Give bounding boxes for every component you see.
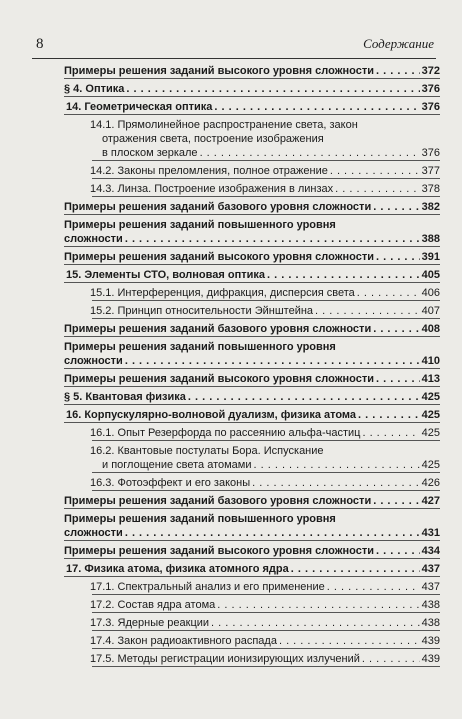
toc-entry-page: 376: [421, 83, 440, 95]
toc-entry-page: 413: [421, 373, 440, 385]
toc-entry: [64, 64, 440, 78]
dot-leader: [125, 232, 420, 246]
entry-divider: [64, 264, 440, 265]
entry-divider: [64, 368, 440, 369]
toc-entry: [64, 634, 440, 648]
toc-entry-title: 16.3. Фотоэффект и его законы: [90, 477, 251, 489]
toc-entry-title: Примеры решения заданий высокого уровня сложности: [64, 251, 374, 263]
dot-leader: [252, 476, 420, 490]
toc-entry-line: Примеры решения заданий повышенного уровня: [64, 513, 336, 525]
toc-entry: [64, 476, 440, 490]
entry-divider: [64, 576, 440, 577]
entry-divider: [92, 594, 440, 595]
running-title: Содержание: [363, 36, 434, 51]
entry-divider: [92, 440, 440, 441]
table-of-contents: [64, 64, 440, 667]
toc-entry-page: 410: [421, 355, 440, 367]
toc-entry: [64, 200, 440, 214]
toc-entry-title: сложности: [64, 527, 123, 539]
toc-entry-title: 16.1. Опыт Резерфорда по рассеянию альфа-частиц: [90, 427, 361, 439]
toc-entry: [64, 580, 440, 594]
toc-entry: [64, 82, 440, 96]
entry-divider: [64, 422, 440, 423]
toc-entry: [64, 250, 440, 264]
toc-entry: [64, 544, 440, 558]
toc-entry-title: 14. Геометрическая оптика: [66, 101, 213, 113]
toc-entry: [64, 118, 440, 160]
entry-divider: [92, 196, 440, 197]
toc-entry: [64, 268, 440, 282]
toc-entry-title: в плоском зеркале: [102, 147, 198, 159]
toc-entry-line: Примеры решения заданий повышенного уровня: [64, 219, 336, 231]
dot-leader: [214, 100, 419, 114]
toc-entry-title: 17.4. Закон радиоактивного распада: [90, 635, 277, 647]
dot-leader: [376, 544, 420, 558]
entry-divider: [92, 160, 440, 161]
toc-entry: [64, 652, 440, 666]
entry-divider: [92, 318, 440, 319]
dot-leader: [291, 562, 420, 576]
toc-entry-page: 437: [421, 563, 440, 575]
toc-entry: [64, 562, 440, 576]
entry-divider: [64, 96, 440, 97]
toc-entry-page: 388: [421, 233, 440, 245]
dot-leader: [376, 250, 420, 264]
toc-entry-title: 14.3. Линза. Построение изображения в линзах: [90, 183, 334, 195]
dot-leader: [376, 372, 420, 386]
toc-entry-line: 14.1. Прямолинейное распространение света, закон: [90, 119, 358, 131]
toc-entry: [64, 598, 440, 612]
toc-entry-page: 425: [421, 459, 440, 471]
entry-divider: [64, 114, 440, 115]
entry-divider: [64, 508, 440, 509]
toc-entry: [64, 218, 440, 246]
toc-entry: [64, 322, 440, 336]
toc-entry-page: 425: [421, 391, 440, 403]
toc-entry-page: 377: [421, 165, 440, 177]
dot-leader: [362, 426, 419, 440]
dot-leader: [327, 580, 420, 594]
dot-leader: [188, 390, 420, 404]
entry-divider: [64, 540, 440, 541]
toc-entry-page: 376: [421, 147, 440, 159]
entry-divider: [64, 214, 440, 215]
toc-entry-page: 425: [421, 409, 440, 421]
toc-entry: [64, 494, 440, 508]
toc-entry-page: 431: [421, 527, 440, 539]
entry-divider: [92, 490, 440, 491]
dot-leader: [211, 616, 420, 630]
toc-entry-page: 437: [421, 581, 440, 593]
toc-entry-title: 17.2. Состав ядра атома: [90, 599, 216, 611]
dot-leader: [358, 408, 420, 422]
toc-entry-title: Примеры решения заданий базового уровня сложности: [64, 495, 372, 507]
entry-divider: [92, 630, 440, 631]
toc-entry-page: 391: [421, 251, 440, 263]
toc-entry: [64, 286, 440, 300]
entry-divider: [92, 648, 440, 649]
toc-entry-title: сложности: [64, 233, 123, 245]
toc-entry-title: 15.2. Принцип относительности Эйнштейна: [90, 305, 314, 317]
toc-entry-title: Примеры решения заданий высокого уровня сложности: [64, 65, 374, 77]
dot-leader: [217, 598, 419, 612]
toc-entry-title: 17.5. Методы регистрации ионизирующих излучений: [90, 653, 360, 665]
dot-leader: [373, 200, 419, 214]
dot-leader: [315, 304, 420, 318]
toc-entry-title: 17. Физика атома, физика атомного ядра: [66, 563, 289, 575]
toc-entry: [64, 100, 440, 114]
toc-entry-line: отражения света, построение изображения: [102, 133, 324, 145]
dot-leader: [376, 64, 420, 78]
toc-entry-title: 15. Элементы СТО, волновая оптика: [66, 269, 265, 281]
entry-divider: [92, 612, 440, 613]
entry-divider: [92, 666, 440, 667]
toc-entry-title: 14.2. Законы преломления, полное отражение: [90, 165, 328, 177]
dot-leader: [373, 322, 419, 336]
toc-entry-title: § 4. Оптика: [64, 83, 125, 95]
toc-entry-line: Примеры решения заданий повышенного уровня: [64, 341, 336, 353]
page-number: 8: [36, 36, 44, 52]
toc-entry: [64, 182, 440, 196]
entry-divider: [92, 300, 440, 301]
toc-entry-page: 439: [421, 635, 440, 647]
toc-entry: [64, 372, 440, 386]
entry-divider: [64, 282, 440, 283]
dot-leader: [373, 494, 419, 508]
dot-leader: [357, 286, 420, 300]
toc-entry-page: 439: [421, 653, 440, 665]
toc-entry: [64, 616, 440, 630]
toc-entry-page: 372: [421, 65, 440, 77]
toc-entry-title: 16. Корпускулярно-волновой дуализм, физика атома: [66, 409, 357, 421]
toc-entry-title: Примеры решения заданий базового уровня сложности: [64, 323, 372, 335]
toc-entry-title: Примеры решения заданий базового уровня сложности: [64, 201, 372, 213]
toc-entry-line: 16.2. Квантовые постулаты Бора. Испускание: [90, 445, 324, 457]
entry-divider: [64, 558, 440, 559]
toc-entry-page: 382: [421, 201, 440, 213]
entry-divider: [92, 178, 440, 179]
entry-divider: [64, 78, 440, 79]
toc-entry-page: 438: [421, 617, 440, 629]
dot-leader: [362, 652, 420, 666]
toc-entry-title: Примеры решения заданий высокого уровня сложности: [64, 373, 374, 385]
entry-divider: [92, 472, 440, 473]
dot-leader: [126, 82, 419, 96]
dot-leader: [125, 354, 420, 368]
toc-entry-page: 434: [421, 545, 440, 557]
toc-entry-title: 17.1. Спектральный анализ и его применение: [90, 581, 325, 593]
dot-leader: [279, 634, 420, 648]
toc-entry-page: 426: [421, 477, 440, 489]
dot-leader: [200, 146, 420, 160]
toc-entry-title: сложности: [64, 355, 123, 367]
toc-entry-page: 376: [421, 101, 440, 113]
toc-entry-title: 17.3. Ядерные реакции: [90, 617, 210, 629]
entry-divider: [64, 404, 440, 405]
toc-entry-title: Примеры решения заданий высокого уровня сложности: [64, 545, 374, 557]
entry-divider: [64, 386, 440, 387]
toc-entry: [64, 444, 440, 472]
page-header: [32, 36, 436, 59]
toc-entry-page: 408: [421, 323, 440, 335]
toc-entry: [64, 304, 440, 318]
toc-entry-title: 15.1. Интерференция, дифракция, дисперсия света: [90, 287, 355, 299]
dot-leader: [254, 458, 420, 472]
toc-entry-page: 427: [421, 495, 440, 507]
toc-entry-page: 406: [421, 287, 440, 299]
toc-entry-title: § 5. Квантовая физика: [64, 391, 186, 403]
toc-entry-page: 405: [421, 269, 440, 281]
toc-entry-page: 378: [421, 183, 440, 195]
toc-entry: [64, 390, 440, 404]
entry-divider: [64, 246, 440, 247]
toc-entry: [64, 340, 440, 368]
toc-entry-page: 438: [421, 599, 440, 611]
toc-entry: [64, 512, 440, 540]
toc-entry: [64, 164, 440, 178]
dot-leader: [330, 164, 420, 178]
dot-leader: [267, 268, 420, 282]
toc-entry-page: 407: [421, 305, 440, 317]
entry-divider: [64, 336, 440, 337]
toc-entry-page: 425: [421, 427, 440, 439]
toc-entry: [64, 408, 440, 422]
dot-leader: [125, 526, 420, 540]
toc-entry-title: и поглощение света атомами: [102, 459, 252, 471]
toc-entry: [64, 426, 440, 440]
dot-leader: [335, 182, 419, 196]
